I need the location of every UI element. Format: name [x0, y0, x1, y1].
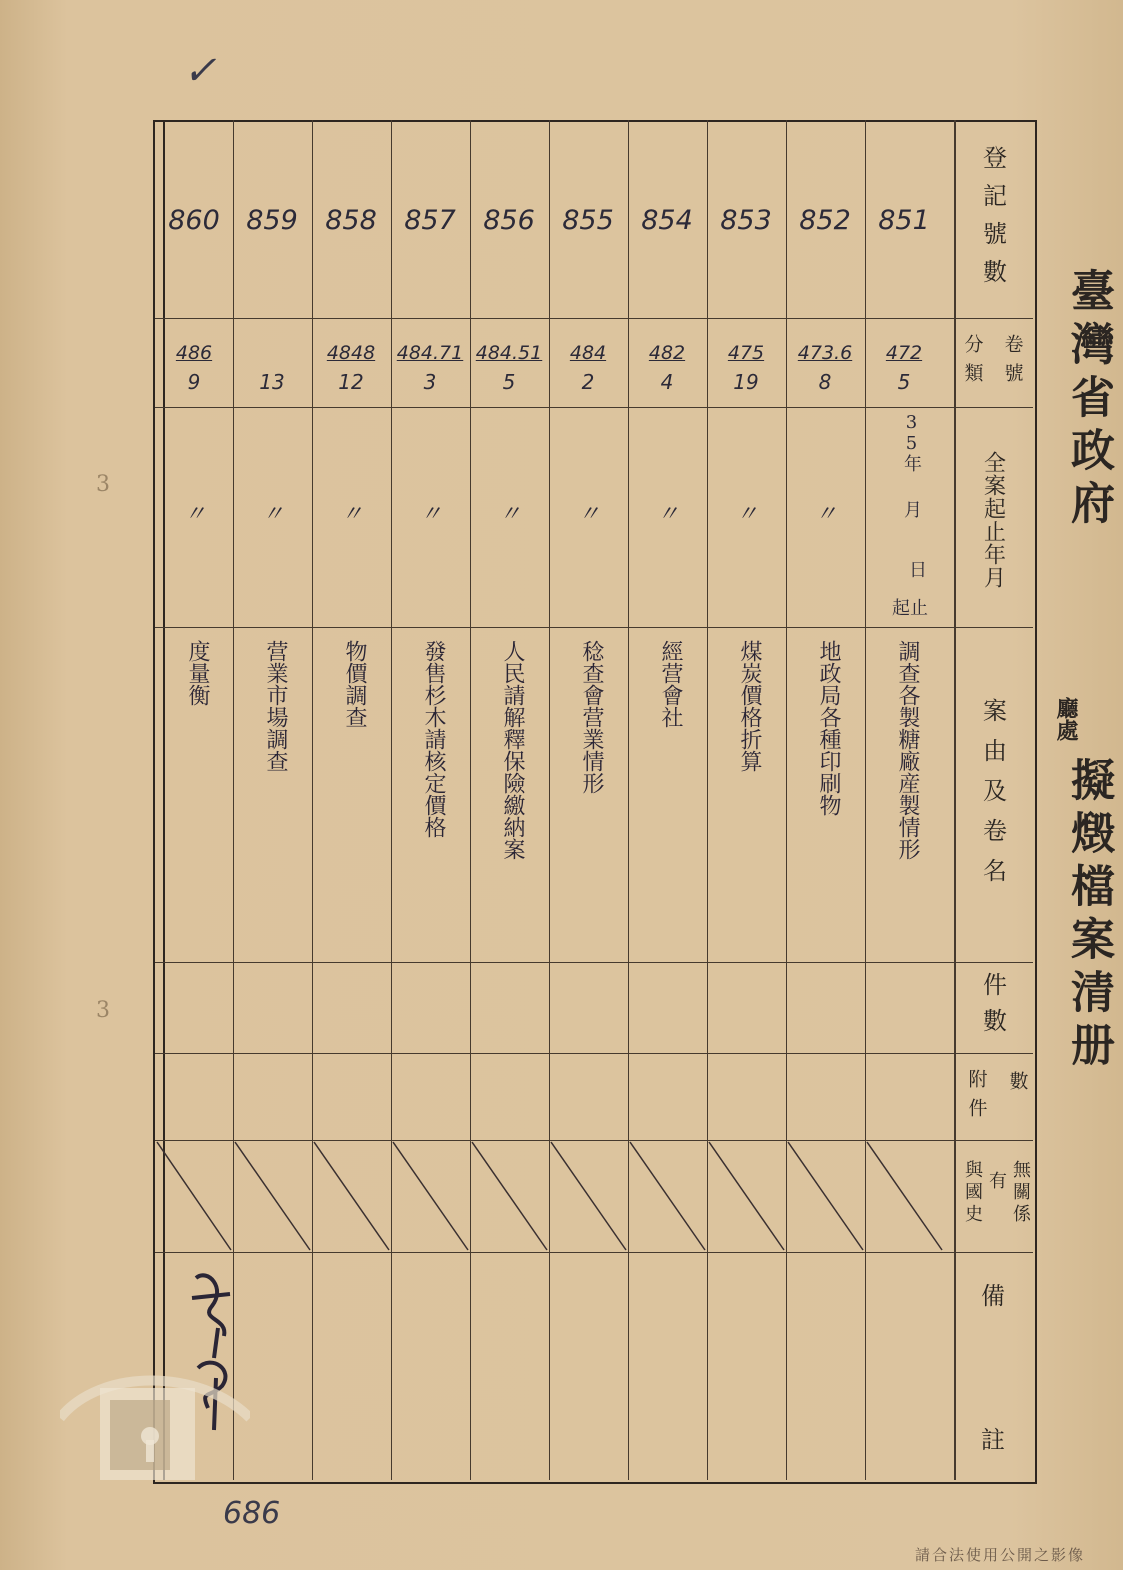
column-line: [786, 120, 787, 1480]
header-history: 與國史: [962, 1160, 983, 1226]
volume-number: 475: [727, 342, 765, 364]
header-subject: 案由及卷名: [978, 697, 1007, 898]
history-diagonal-mark: [628, 1140, 706, 1252]
case-subject: 营業市場調查: [263, 640, 288, 772]
history-diagonal-mark: [549, 1140, 627, 1252]
classification-number: 9: [187, 370, 201, 394]
period-range: 起止: [892, 598, 928, 619]
case-subject: 經营會社: [658, 640, 683, 728]
classification-number: 13: [259, 370, 285, 394]
volume-number: 4848: [326, 342, 376, 364]
punch-hole-mark: 3: [96, 472, 110, 497]
volume-number: 484: [569, 342, 607, 364]
header-count: 件數: [978, 972, 1007, 1044]
history-diagonal-mark: [155, 1140, 233, 1252]
page-number: 686: [223, 1496, 281, 1531]
volume-number: 472: [885, 342, 923, 364]
column-line: [470, 120, 471, 1480]
header-history-have: 有: [986, 1171, 1007, 1189]
registration-number: 859: [246, 205, 298, 236]
column-line: [391, 120, 392, 1480]
table-border: [163, 120, 165, 1480]
classification-number: 8: [818, 370, 832, 394]
column-line: [865, 120, 866, 1480]
case-subject: 調查各製糖廠産製情形: [895, 640, 920, 860]
header-period: 全案起止年月: [980, 451, 1006, 589]
history-diagonal-mark: [786, 1140, 864, 1252]
header-registration: 登記號數: [978, 144, 1007, 297]
row-line: [155, 627, 1033, 628]
header-attachments-count: 數: [1006, 1070, 1029, 1090]
period-year: 35年: [901, 412, 922, 472]
registration-number: 860: [168, 205, 220, 236]
header-volume: 卷號: [1001, 334, 1024, 392]
registration-number: 853: [720, 205, 772, 236]
column-line: [707, 120, 708, 1480]
history-diagonal-mark: [391, 1140, 469, 1252]
registration-number: 858: [325, 205, 377, 236]
period-ditto-mark: 〃: [577, 502, 600, 527]
period-ditto-mark: 〃: [261, 502, 284, 527]
history-diagonal-mark: [470, 1140, 548, 1252]
header-remarks-bottom: 註: [981, 1425, 1005, 1454]
period-ditto-mark: 〃: [656, 502, 679, 527]
classification-number: 5: [502, 370, 516, 394]
document-subtitle: 擬燬檔案清册: [1063, 757, 1114, 1075]
classification-number: 5: [897, 370, 911, 394]
usage-notice: 請合法使用公開之影像: [915, 1546, 1086, 1564]
case-subject: 人民請解釋保險繳納案: [500, 640, 525, 860]
header-attachments: 附件: [965, 1068, 988, 1127]
volume-number: 482: [648, 342, 686, 364]
department-label: 廳處: [1053, 697, 1078, 741]
classification-number: 4: [660, 370, 674, 394]
volume-number: 484.71: [396, 342, 464, 364]
check-mark: ✓: [183, 48, 217, 94]
period-ditto-mark: 〃: [814, 502, 837, 527]
registration-number: 852: [799, 205, 851, 236]
history-diagonal-mark: [312, 1140, 390, 1252]
archive-watermark-logo: [60, 1358, 250, 1488]
case-subject: 度量衡: [185, 640, 210, 706]
row-line: [155, 1252, 1033, 1253]
registration-number: 855: [562, 205, 614, 236]
registration-number: 851: [878, 205, 930, 236]
case-subject: 地政局各種印刷物: [816, 640, 841, 816]
history-diagonal-mark: [233, 1140, 311, 1252]
history-diagonal-mark: [865, 1140, 943, 1252]
row-line: [155, 407, 1033, 408]
row-line: [155, 318, 1033, 319]
header-column-line: [954, 120, 956, 1480]
period-ditto-mark: 〃: [340, 502, 363, 527]
period-ditto-mark: 〃: [498, 502, 521, 527]
classification-number: 19: [733, 370, 759, 394]
period-ditto-mark: 〃: [183, 502, 206, 527]
header-history-none: 無關係: [1010, 1160, 1031, 1226]
case-subject: 發售杉木請核定價格: [421, 640, 446, 838]
case-subject: 稔查會营業情形: [579, 640, 604, 794]
column-line: [549, 120, 550, 1480]
row-line: [155, 1053, 1033, 1054]
period-ditto-mark: 〃: [419, 502, 442, 527]
punch-hole-mark: 3: [96, 998, 110, 1023]
volume-number: 473.6: [797, 342, 853, 364]
registration-number: 857: [404, 205, 456, 236]
period-day: 日: [906, 560, 927, 578]
period-month: 月: [901, 500, 922, 518]
classification-number: 12: [338, 370, 364, 394]
document-title: 臺灣省政府: [1063, 268, 1114, 533]
case-subject: 煤炭價格折算: [737, 640, 762, 772]
registration-number: 854: [641, 205, 693, 236]
header-classification: 分類: [961, 334, 984, 392]
classification-number: 2: [581, 370, 595, 394]
volume-number: 486: [175, 342, 213, 364]
row-line: [155, 962, 1033, 963]
registration-number: 856: [483, 205, 535, 236]
column-line: [628, 120, 629, 1480]
volume-number: 484.51: [475, 342, 543, 364]
header-remarks-top: 備: [981, 1281, 1005, 1310]
period-ditto-mark: 〃: [735, 502, 758, 527]
column-line: [312, 120, 313, 1480]
history-diagonal-mark: [707, 1140, 785, 1252]
case-subject: 物價調查: [342, 640, 367, 728]
classification-number: 3: [423, 370, 437, 394]
